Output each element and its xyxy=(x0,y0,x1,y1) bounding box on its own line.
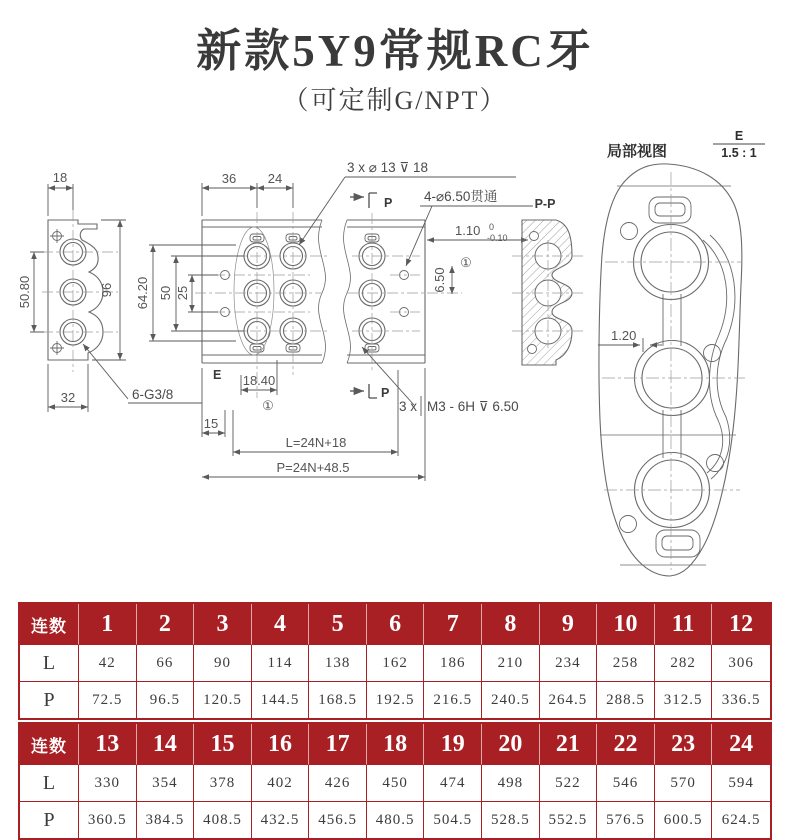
section-marker-p-top: P xyxy=(384,196,393,210)
value-cell: 234 xyxy=(540,645,598,682)
value-cell: 408.5 xyxy=(194,802,252,838)
value-cell: 426 xyxy=(309,765,367,802)
formula-l: L=24N+18 xyxy=(285,435,347,450)
column-header: 12 xyxy=(712,604,770,645)
value-cell: 258 xyxy=(597,645,655,682)
column-header: 3 xyxy=(194,604,252,645)
column-header: 6 xyxy=(367,604,425,645)
value-cell: 456.5 xyxy=(309,802,367,838)
detail-view-e xyxy=(598,129,765,576)
column-header: 4 xyxy=(252,604,310,645)
table-row xyxy=(20,682,770,718)
value-cell: 42 xyxy=(79,645,137,682)
table-corner-header: 连数 xyxy=(20,724,79,765)
value-cell: 384.5 xyxy=(137,802,195,838)
value-cell: 240.5 xyxy=(482,682,540,718)
dim-24: 24 xyxy=(267,171,283,186)
tolerance-nominal: 1.10 xyxy=(455,223,481,238)
value-cell: 66 xyxy=(137,645,195,682)
dim-18: 18 xyxy=(52,170,68,185)
value-cell: 168.5 xyxy=(309,682,367,718)
dim-6-50: 6.50 xyxy=(432,267,447,293)
table-row xyxy=(20,802,770,838)
value-cell: 138 xyxy=(309,645,367,682)
dim-25: 25 xyxy=(175,285,190,301)
m3-note-count: 3 x xyxy=(398,399,417,414)
detail-view-label: 局部视图 xyxy=(607,143,668,160)
value-cell: 600.5 xyxy=(655,802,713,838)
dim-96: 96 xyxy=(99,282,114,298)
value-cell: 264.5 xyxy=(540,682,598,718)
counterbore-note: 3 x ⌀ 13 ⊽ 18 xyxy=(347,160,429,175)
value-cell: 306 xyxy=(712,645,770,682)
dim-1-20: 1.20 xyxy=(611,328,637,343)
thread-note: 6-G3/8 xyxy=(132,387,174,402)
dim-32: 32 xyxy=(60,390,76,405)
dim-50: 50 xyxy=(158,285,173,301)
value-cell: 522 xyxy=(540,765,598,802)
value-cell: 162 xyxy=(367,645,425,682)
column-header: 15 xyxy=(194,724,252,765)
value-cell: 378 xyxy=(194,765,252,802)
value-cell: 216.5 xyxy=(424,682,482,718)
front-view xyxy=(135,160,533,481)
detail-zone-letter: E xyxy=(734,129,744,143)
dim-18-40: 18.40 xyxy=(242,373,276,388)
row-label: L xyxy=(20,765,79,802)
column-header: 14 xyxy=(137,724,195,765)
column-header: 13 xyxy=(79,724,137,765)
value-cell: 528.5 xyxy=(482,802,540,838)
value-cell: 336.5 xyxy=(721,691,761,708)
row-label: L xyxy=(20,645,79,682)
callout-1b: ① xyxy=(262,398,274,413)
tolerance-lower: -0.10 xyxy=(487,233,508,243)
m3-note: M3 - 6H ⊽ 6.50 xyxy=(427,399,519,414)
value-cell: 354 xyxy=(137,765,195,802)
row-label: P xyxy=(20,682,79,718)
column-header: 22 xyxy=(597,724,655,765)
column-header: 18 xyxy=(367,724,425,765)
value-cell: 114 xyxy=(252,645,310,682)
value-cell: 576.5 xyxy=(597,802,655,838)
dim-64-20: 64.20 xyxy=(135,276,150,310)
value-cell: 594 xyxy=(712,765,770,802)
value-cell: 96.5 xyxy=(137,682,195,718)
column-header: 1 xyxy=(79,604,137,645)
tolerance-upper: 0 xyxy=(489,222,495,232)
column-header: 9 xyxy=(540,604,598,645)
callout-1: ① xyxy=(460,255,472,270)
column-header: 2 xyxy=(137,604,195,645)
column-header: 19 xyxy=(424,724,482,765)
value-cell: 144.5 xyxy=(252,682,310,718)
value-cell: 402 xyxy=(252,765,310,802)
column-header: 17 xyxy=(309,724,367,765)
value-cell: 480.5 xyxy=(367,802,425,838)
value-cell: 72.5 xyxy=(79,682,137,718)
value-cell: 192.5 xyxy=(367,682,425,718)
column-header: 24 xyxy=(712,724,770,765)
value-cell: 330 xyxy=(79,765,137,802)
page-title: 新款5Y9常规RC牙 xyxy=(196,26,594,76)
zone-marker-e: E xyxy=(213,368,222,382)
value-cell: 312.5 xyxy=(655,682,713,718)
section-title: P-P xyxy=(534,197,556,211)
value-cell: 90 xyxy=(194,645,252,682)
value-cell: 546 xyxy=(597,765,655,802)
value-cell: 552.5 xyxy=(540,802,598,838)
value-cell: 474 xyxy=(424,765,482,802)
value-cell: 570 xyxy=(655,765,713,802)
value-cell: 624.5 xyxy=(721,811,761,828)
through-hole-note: 4-⌀6.50贯通 xyxy=(424,189,498,204)
row-label: P xyxy=(20,802,79,838)
dim-15: 15 xyxy=(203,416,219,431)
column-header: 5 xyxy=(309,604,367,645)
column-header: 10 xyxy=(597,604,655,645)
dim-36: 36 xyxy=(221,171,237,186)
value-cell: 282 xyxy=(655,645,713,682)
section-marker-p-bottom: P xyxy=(381,386,390,400)
value-cell: 210 xyxy=(482,645,540,682)
table-corner-header: 连数 xyxy=(20,604,79,645)
value-cell: 504.5 xyxy=(424,802,482,838)
value-cell: 498 xyxy=(482,765,540,802)
column-header: 16 xyxy=(252,724,310,765)
value-cell: 288.5 xyxy=(597,682,655,718)
value-cell: 120.5 xyxy=(194,682,252,718)
spec-table-1 xyxy=(18,602,772,720)
column-header: 21 xyxy=(540,724,598,765)
section-view-pp xyxy=(512,197,586,370)
table-row xyxy=(20,645,770,682)
dim-50-80: 50.80 xyxy=(17,275,32,309)
column-header: 23 xyxy=(655,724,713,765)
value-cell: 432.5 xyxy=(252,802,310,838)
table-row xyxy=(20,765,770,802)
value-cell: 186 xyxy=(424,645,482,682)
value-cell: 450 xyxy=(367,765,425,802)
column-header: 20 xyxy=(482,724,540,765)
column-header: 8 xyxy=(482,604,540,645)
value-cell: 360.5 xyxy=(79,802,137,838)
page-subtitle: （可定制G/NPT） xyxy=(282,86,508,115)
column-header: 11 xyxy=(655,604,713,645)
detail-scale: 1.5 : 1 xyxy=(721,146,757,160)
formula-p: P=24N+48.5 xyxy=(276,460,350,475)
spec-table-2 xyxy=(18,722,772,840)
column-header: 7 xyxy=(424,604,482,645)
